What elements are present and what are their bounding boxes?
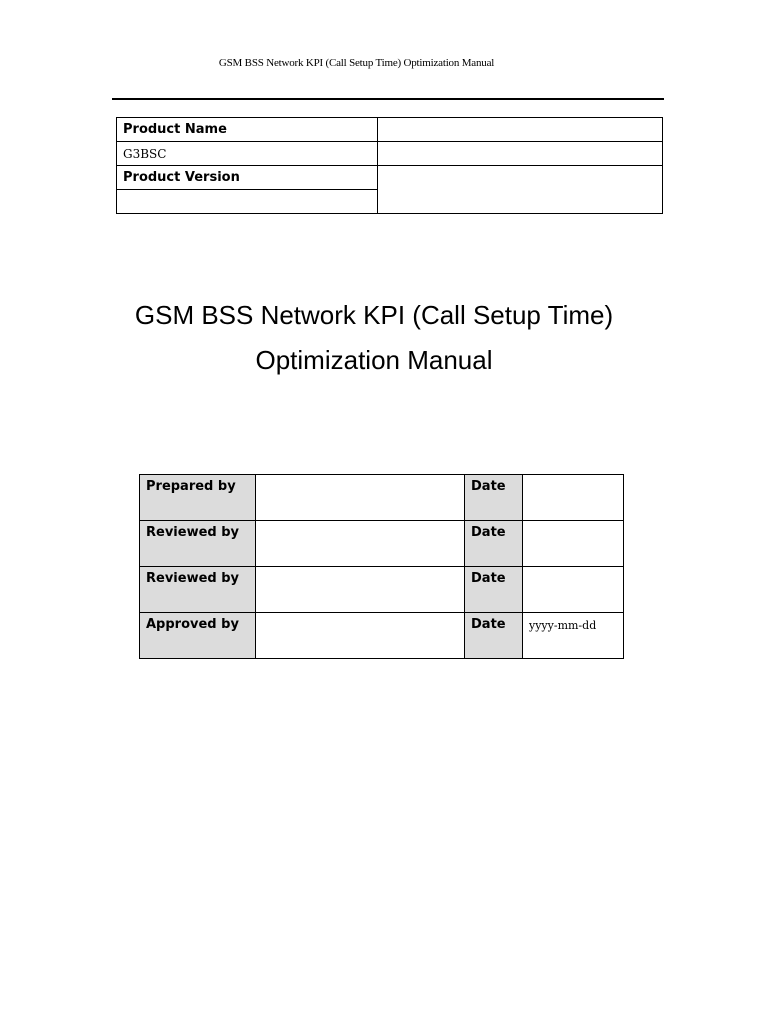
date-value: yyyy-mm-dd xyxy=(523,613,624,659)
table-row xyxy=(140,521,624,567)
table-row xyxy=(140,567,624,613)
date-value xyxy=(523,475,624,521)
signer-name xyxy=(256,521,465,567)
header-rule xyxy=(112,98,664,100)
product-version-label: Product Version xyxy=(117,166,378,190)
date-label: Date xyxy=(465,567,523,613)
date-value xyxy=(523,567,624,613)
role-label: Approved by xyxy=(140,613,256,659)
table-row xyxy=(117,142,663,166)
signer-name xyxy=(256,567,465,613)
product-code: G3BSC xyxy=(117,142,378,166)
document-title-line-2: Optimization Manual xyxy=(255,345,493,375)
table-row xyxy=(140,613,624,659)
product-info-table xyxy=(116,117,663,214)
signoff-table xyxy=(139,474,624,659)
product-code-value xyxy=(378,142,663,166)
signer-name xyxy=(256,475,465,521)
running-header: GSM BSS Network KPI (Call Setup Time) Optimization Manual xyxy=(218,57,495,69)
role-label: Reviewed by xyxy=(140,567,256,613)
date-label: Date xyxy=(465,475,523,521)
product-name-label: Product Name xyxy=(117,118,378,142)
role-label: Prepared by xyxy=(140,475,256,521)
document-title-line-1: GSM BSS Network KPI (Call Setup Time) xyxy=(134,300,614,330)
table-row xyxy=(117,118,663,142)
role-label: Reviewed by xyxy=(140,521,256,567)
product-version-blank xyxy=(117,190,378,214)
date-value xyxy=(523,521,624,567)
table-row xyxy=(117,166,663,190)
date-label: Date xyxy=(465,521,523,567)
table-row xyxy=(140,475,624,521)
signer-name xyxy=(256,613,465,659)
product-name-value xyxy=(378,118,663,142)
date-label: Date xyxy=(465,613,523,659)
product-version-value xyxy=(378,166,663,214)
